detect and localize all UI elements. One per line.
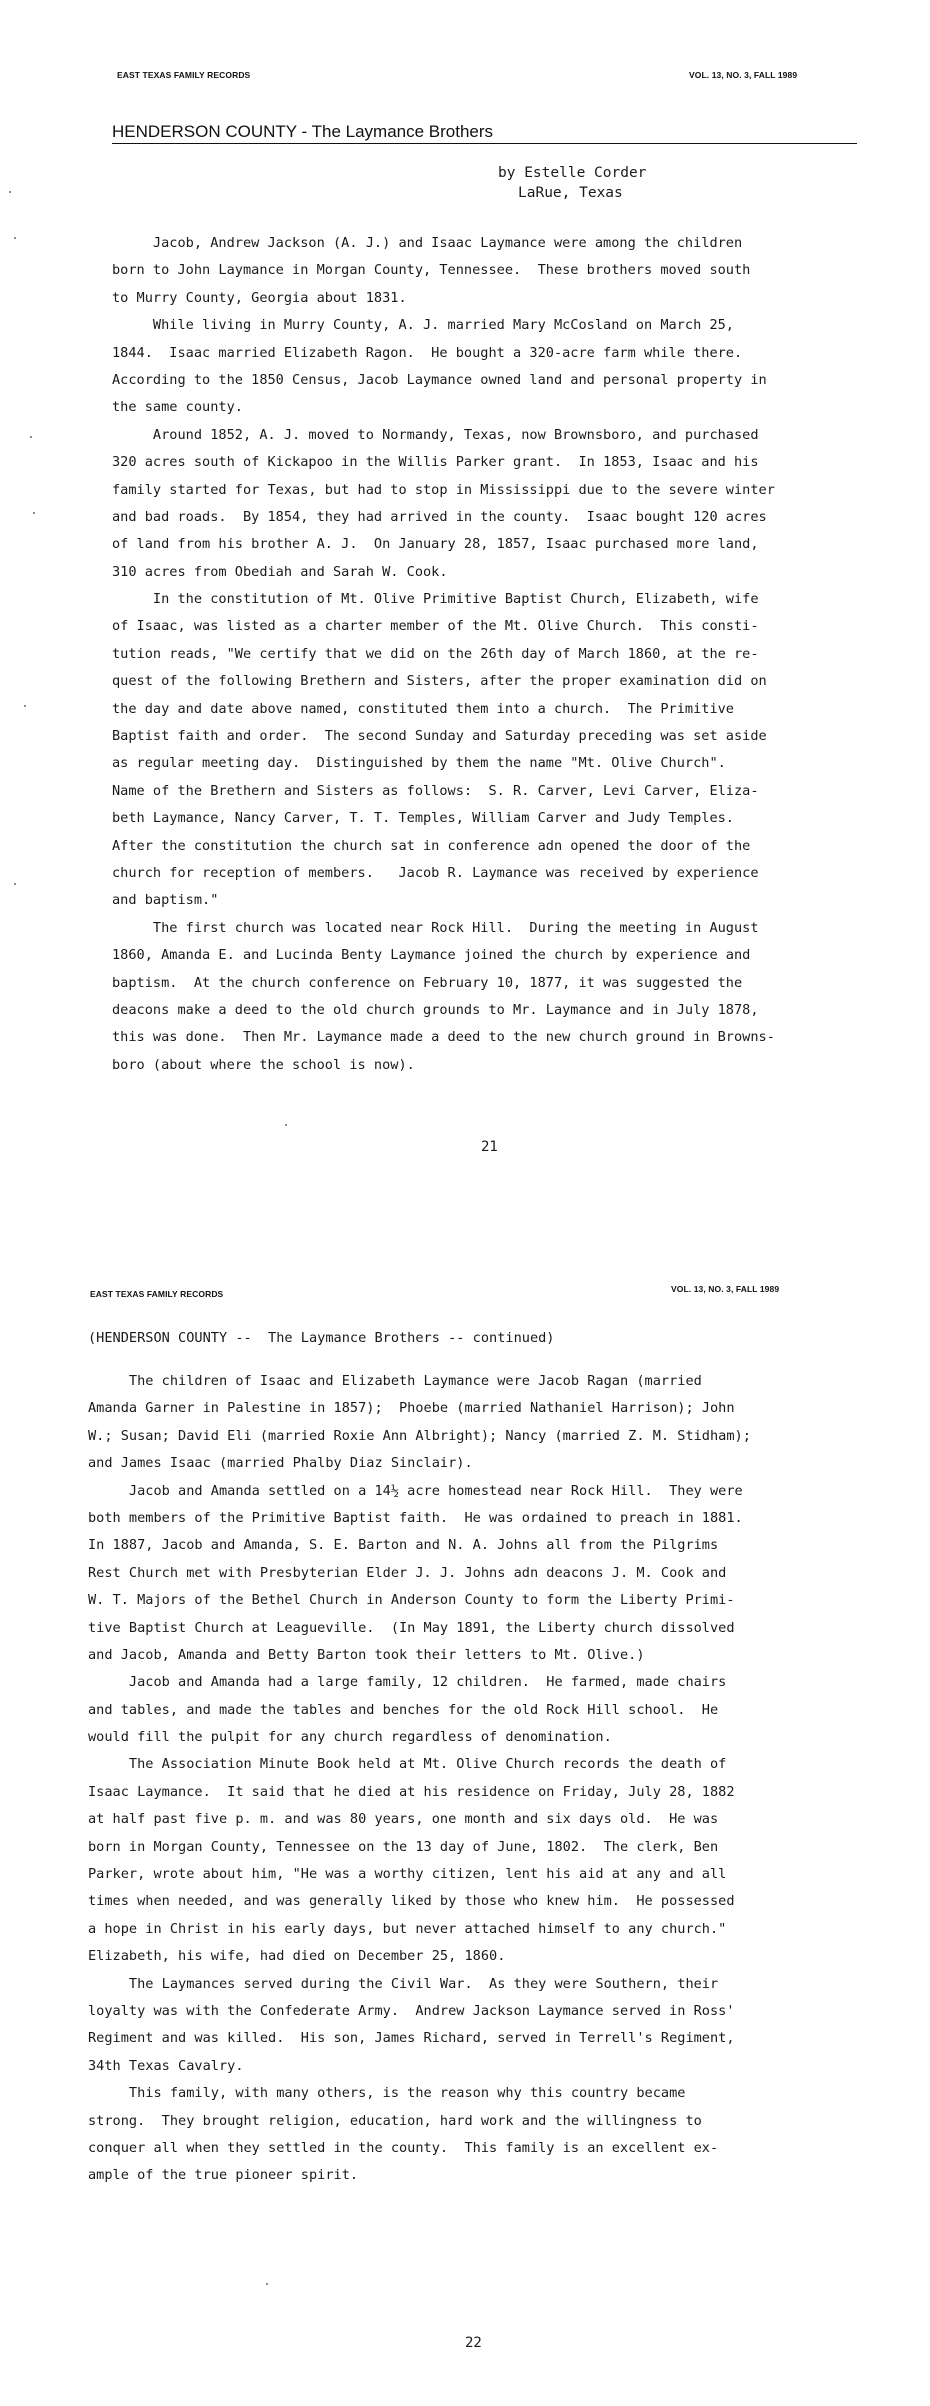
text-line: Around 1852, A. J. moved to Normandy, Texas, now Brownsboro, and purchased	[112, 426, 759, 443]
scan-speck	[266, 2283, 268, 2285]
text-line: and bad roads. By 1854, they had arrived in the county. Isaac bought 120 acres	[112, 508, 767, 525]
text-line: Baptist faith and order. The second Sunday and Saturday preceding was set aside	[112, 728, 767, 745]
text-line: The children of Isaac and Elizabeth Laymance were Jacob Ragan (married	[88, 1373, 702, 1389]
text-line: Jacob and Amanda had a large family, 12 children. He farmed, made chairs	[88, 1674, 727, 1691]
text-line: 310 acres from Obediah and Sarah W. Cook.	[112, 563, 448, 580]
text-line: 1860, Amanda E. and Lucinda Benty Laymance joined the church by experience and	[112, 947, 751, 964]
text-line: This family, with many others, is the reason why this country became	[88, 2085, 686, 2102]
text-line: a hope in Christ in his early days, but never attached himself to any church."	[88, 1920, 727, 1937]
author-location: LaRue, Texas	[518, 185, 623, 201]
article-body	[112, 230, 775, 1079]
text-line: and James Isaac (married Phalby Diaz Sinclair).	[88, 1455, 473, 1472]
scan-speck	[24, 705, 26, 707]
text-line: tution reads, "We certify that we did on the 26th day of March 1860, at the re-	[112, 645, 759, 662]
text-line: ample of the true pioneer spirit.	[88, 2167, 359, 2184]
text-line: tive Baptist Church at Leagueville. (In May 1891, the Liberty church dissolved	[88, 1619, 735, 1636]
text-line: at half past five p. m. and was 80 years, one month and six days old. He was	[88, 1811, 719, 1828]
text-line: The Association Minute Book held at Mt. Olive Church records the death of	[88, 1756, 727, 1773]
text-line: and baptism."	[112, 892, 219, 909]
text-line: 34th Texas Cavalry.	[88, 2057, 244, 2074]
text-line: 320 acres south of Kickapoo in the Willis Parker grant. In 1853, Isaac and his	[112, 454, 759, 471]
header-journal-title: EAST TEXAS FAMILY RECORDS	[90, 1289, 224, 1299]
continued-heading: (HENDERSON COUNTY -- The Laymance Brothers -- continued)	[88, 1330, 555, 1346]
text-line: Rest Church met with Presbyterian Elder J. J. Johns adn deacons J. M. Cook and	[88, 1564, 727, 1581]
text-line: born to John Laymance in Morgan County, Tennessee. These brothers moved south	[112, 262, 751, 279]
author-line: by Estelle Corder	[498, 165, 647, 181]
scan-speck	[285, 1124, 287, 1126]
text-line: quest of the following Brethern and Sisters, after the proper examination did on	[112, 673, 767, 690]
text-line: to Murry County, Georgia about 1831.	[112, 289, 407, 306]
text-line: Amanda Garner in Palestine in 1857); Phoebe (married Nathaniel Harrison); John	[88, 1400, 735, 1417]
text-line: W.; Susan; David Eli (married Roxie Ann Albright); Nancy (married Z. M. Stidham);	[88, 1427, 751, 1444]
text-line: Elizabeth, his wife, had died on December 25, 1860.	[88, 1948, 506, 1965]
scan-speck	[33, 512, 35, 514]
text-line: this was done. Then Mr. Laymance made a deed to the new church ground in Browns-	[112, 1029, 775, 1046]
text-line: 1844. Isaac married Elizabeth Ragon. He bought a 320-acre farm while there.	[112, 344, 743, 361]
text-line: the same county.	[112, 399, 243, 416]
text-line: and Jacob, Amanda and Betty Barton took their letters to Mt. Olive.)	[88, 1646, 645, 1663]
text-line: In the constitution of Mt. Olive Primitive Baptist Church, Elizabeth, wife	[112, 591, 759, 608]
text-line: According to the 1850 Census, Jacob Laymance owned land and personal property in	[112, 371, 767, 388]
text-line: beth Laymance, Nancy Carver, T. T. Temples, William Carver and Judy Temples.	[112, 810, 734, 827]
text-line: strong. They brought religion, education, hard work and the willingness to	[88, 2112, 702, 2129]
text-line: baptism. At the church conference on February 10, 1877, it was suggested the	[112, 974, 743, 991]
text-line: deacons make a deed to the old church grounds to Mr. Laymance and in July 1878,	[112, 1001, 759, 1018]
text-line: conquer all when they settled in the county. This family is an excellent ex-	[88, 2139, 719, 2156]
header-issue-info: VOL. 13, NO. 3, FALL 1989	[671, 1284, 780, 1294]
text-line: After the constitution the church sat in conference adn opened the door of the	[112, 837, 751, 854]
text-line: Regiment and was killed. His son, James Richard, served in Terrell's Regiment,	[88, 2030, 735, 2047]
text-line: Jacob and Amanda settled on a 14½ acre homestead near Rock Hill. They were	[88, 1482, 743, 1499]
article-title: HENDERSON COUNTY - The Laymance Brothers	[112, 122, 857, 144]
text-line: The Laymances served during the Civil War. As they were Southern, their	[88, 1975, 719, 1992]
text-line: boro (about where the school is now).	[112, 1056, 415, 1073]
text-line: and tables, and made the tables and benches for the old Rock Hill school. He	[88, 1701, 719, 1718]
text-line: of land from his brother A. J. On January 28, 1857, Isaac purchased more land,	[112, 536, 759, 553]
text-line: Parker, wrote about him, "He was a worthy citizen, lent his aid at any and all	[88, 1866, 727, 1883]
page-22	[0, 1203, 930, 2406]
text-line: family started for Texas, but had to stop in Mississippi due to the severe winter	[112, 481, 775, 498]
text-line: W. T. Majors of the Bethel Church in Anderson County to form the Liberty Primi-	[88, 1592, 735, 1609]
text-line: would fill the pulpit for any church regardless of denomination.	[88, 1729, 612, 1746]
text-line: Isaac Laymance. It said that he died at his residence on Friday, July 28, 1882	[88, 1783, 735, 1800]
text-line: The first church was located near Rock Hill. During the meeting in August	[112, 919, 759, 936]
text-line: In 1887, Jacob and Amanda, S. E. Barton and N. A. Johns all from the Pilgrims	[88, 1537, 719, 1554]
page-number: 22	[465, 2335, 482, 2351]
text-line: the day and date above named, constituted them into a church. The Primitive	[112, 700, 734, 717]
text-line: Name of the Brethern and Sisters as follows: S. R. Carver, Levi Carver, Eliza-	[112, 782, 759, 799]
article-body-continued	[88, 1368, 751, 2190]
text-line: of Isaac, was listed as a charter member of the Mt. Olive Church. This consti-	[112, 618, 759, 635]
text-line: loyalty was with the Confederate Army. Andrew Jackson Laymance served in Ross'	[88, 2002, 735, 2019]
text-line: Jacob, Andrew Jackson (A. J.) and Isaac Laymance were among the children	[112, 235, 743, 251]
text-line: born in Morgan County, Tennessee on the 13 day of June, 1802. The clerk, Ben	[88, 1838, 719, 1855]
scan-speck	[14, 237, 16, 239]
text-line: as regular meeting day. Distinguished by them the name "Mt. Olive Church".	[112, 755, 726, 772]
text-line: While living in Murry County, A. J. married Mary McCosland on March 25,	[112, 317, 734, 334]
header-journal-title: EAST TEXAS FAMILY RECORDS	[117, 70, 251, 80]
text-line: church for reception of members. Jacob R. Laymance was received by experience	[112, 864, 759, 881]
page-number: 21	[481, 1139, 498, 1155]
text-line: times when needed, and was generally liked by those who knew him. He possessed	[88, 1893, 735, 1910]
scan-speck	[30, 436, 32, 438]
byline	[498, 163, 646, 203]
scan-speck	[9, 191, 11, 193]
header-issue-info: VOL. 13, NO. 3, FALL 1989	[689, 70, 798, 80]
scan-speck	[14, 883, 16, 885]
text-line: both members of the Primitive Baptist faith. He was ordained to preach in 1881.	[88, 1509, 743, 1526]
